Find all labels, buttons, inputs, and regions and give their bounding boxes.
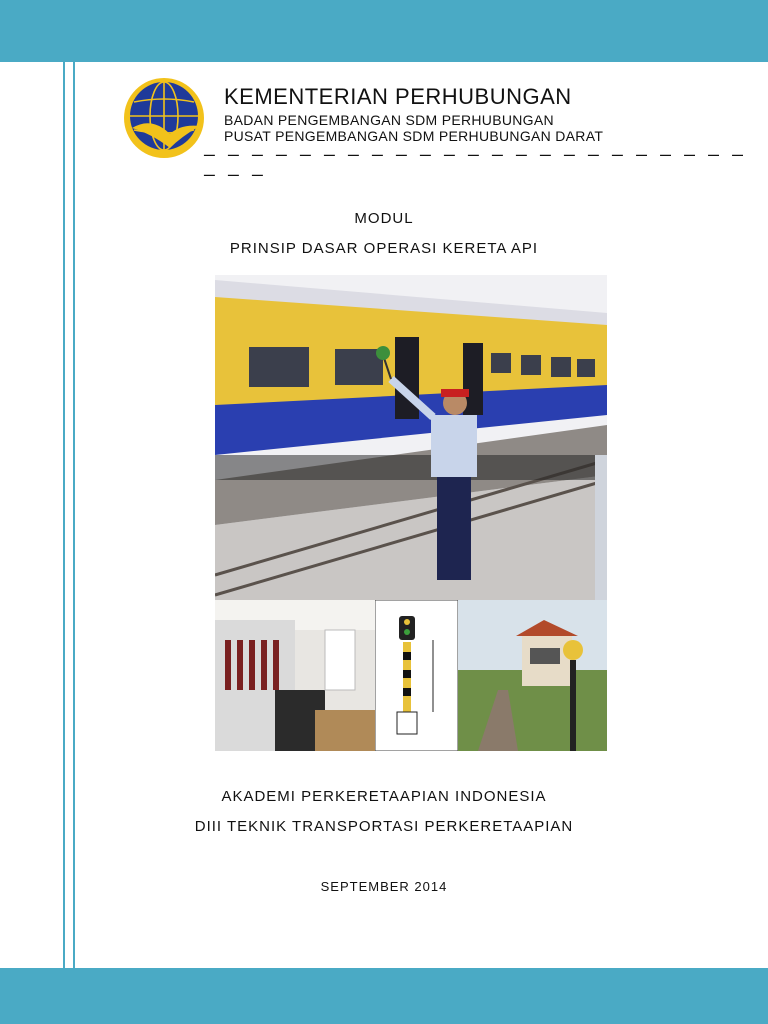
top-band bbox=[0, 0, 768, 62]
module-label: MODUL bbox=[354, 210, 414, 227]
header-divider: — — — — — — — — — — — — — — — — — — — — — — — — — — bbox=[204, 146, 745, 186]
ministry-logo-icon bbox=[122, 76, 206, 160]
org-title: KEMENTERIAN PERHUBUNGAN bbox=[224, 84, 572, 109]
publication-date: SEPTEMBER 2014 bbox=[320, 879, 448, 894]
module-title: PRINSIP DASAR OPERASI KERETA API bbox=[229, 240, 539, 257]
bottom-band bbox=[0, 968, 768, 1024]
signal-diagram bbox=[375, 600, 458, 751]
signal-box-photo bbox=[458, 600, 607, 751]
left-rule-outer bbox=[63, 0, 65, 1024]
train-photo bbox=[215, 275, 607, 600]
org-subtitle-2: PUSAT PENGEMBANGAN SDM PERHUBUNGAN DARAT bbox=[224, 128, 604, 144]
program-name: DIII TEKNIK TRANSPORTASI PERKERETAAPIAN bbox=[194, 818, 574, 835]
control-room-photo bbox=[215, 600, 375, 751]
institution-name: AKADEMI PERKERETAAPIAN INDONESIA bbox=[221, 788, 547, 805]
left-rule-inner bbox=[73, 0, 75, 1024]
org-subtitle-1: BADAN PENGEMBANGAN SDM PERHUBUNGAN bbox=[224, 112, 554, 128]
